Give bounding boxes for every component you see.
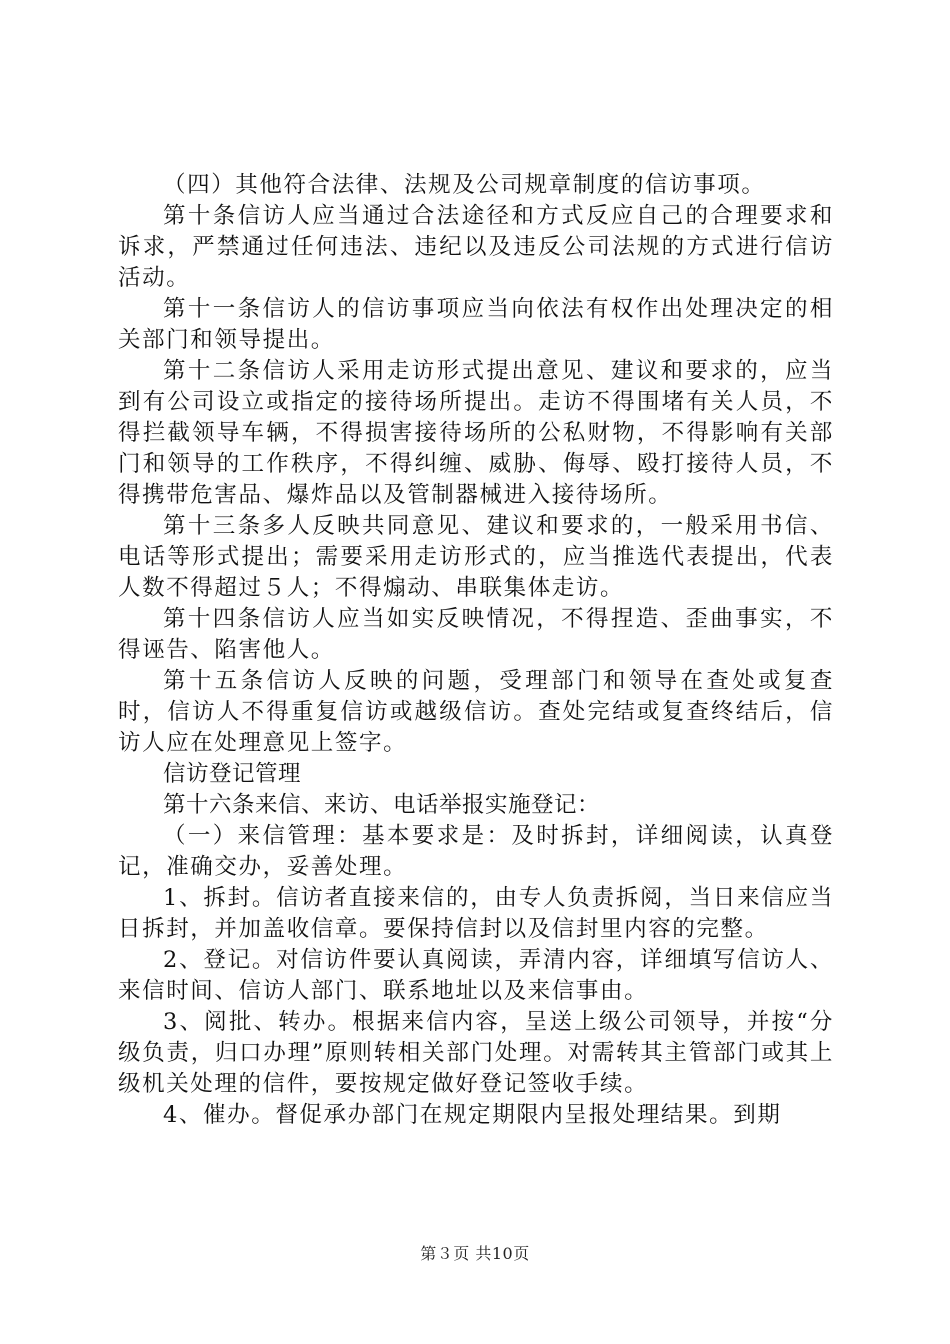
page-number-footer: 第３页 共10页 [420, 1244, 530, 1263]
document-body [118, 170, 834, 1131]
paragraph-article-15: 第十五条信访人反映的问题，受理部门和领导在查处或复查时，信访人不得重复信访或越级信访。查处完结或复查终结后，信访人应在处理意见上签字。 [118, 668, 834, 756]
paragraph-letter-management: （一）来信管理：基本要求是：及时拆封，详细阅读，认真登记，准确交办，妥善处理。 [118, 823, 834, 880]
section-heading: 信访登记管理 [163, 761, 302, 787]
paragraph-article-16: 第十六条来信、来访、电话举报实施登记： [163, 792, 601, 818]
paragraph-step-register: 2、登记。对信访件要认真阅读，弄清内容，详细填写信访人、来信时间、信访人部门、联系地址以及来信事由。 [118, 947, 834, 1004]
paragraph-item-4: （四）其他符合法律、法规及公司规章制度的信访事项。 [163, 172, 766, 198]
paragraph-article-12: 第十二条信访人采用走访形式提出意见、建议和要求的，应当到有公司设立或指定的接待场所提出。走访不得围堵有关人员，不得拦截领导车辆，不得损害接待场所的公私财物，不得影响有关部门和领导的工作秩序，不得纠缠、威胁、侮辱、殴打接待人员，不得携带危害品、爆炸品以及管制器械进入接待场所。 [118, 358, 834, 508]
paragraph-article-13: 第十三条多人反映共同意见、建议和要求的，一般采用书信、电话等形式提出；需要采用走访形式的，应当推选代表提出，代表人数不得超过５人；不得煽动、串联集体走访。 [118, 513, 834, 601]
paragraph-article-10: 第十条信访人应当通过合法途径和方式反应自己的合理要求和诉求，严禁通过任何违法、违纪以及违反公司法规的方式进行信访活动。 [118, 203, 834, 291]
paragraph-step-urge: 4、催办。督促承办部门在规定期限内呈报处理结果。到期 [163, 1102, 782, 1128]
paragraph-step-review-transfer: 3、阅批、转办。根据来信内容，呈送上级公司领导，并按“分级负责，归口办理”原则转相关部门处理。对需转其主管部门或其上级机关处理的信件，要按规定做好登记签收手续。 [118, 1009, 834, 1097]
paragraph-step-open: 1、拆封。信访者直接来信的，由专人负责拆阅，当日来信应当日拆封，并加盖收信章。要保持信封以及信封里内容的完整。 [118, 885, 834, 942]
paragraph-article-14: 第十四条信访人应当如实反映情况，不得捏造、歪曲事实，不得诬告、陷害他人。 [118, 606, 834, 663]
paragraph-article-11: 第十一条信访人的信访事项应当向依法有权作出处理决定的相关部门和领导提出。 [118, 296, 834, 353]
